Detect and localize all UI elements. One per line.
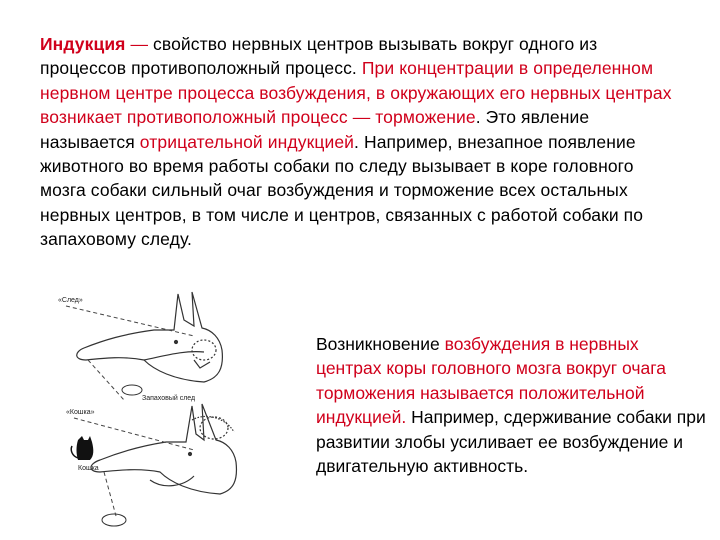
label-trail-top: «След» [58, 297, 83, 304]
paragraph-negative-induction [40, 32, 680, 252]
phenomenon-text: . Это явление называется [40, 107, 590, 152]
inhibition-word: торможение [375, 107, 476, 128]
footprints-bottom [102, 514, 126, 526]
dash: — [125, 34, 154, 54]
term-induction: Индукция [40, 34, 126, 54]
example-text: . Например, внезапное появление животного во время работы собаки по следу вызывает в коре головного мозга собаки сильный очаг возбуждения и торможение всех остальных нервных центров, в том числе и центров, связанных с работой собаки по запаховому следу. [40, 131, 644, 250]
caption-trail-top: Запаховый след [142, 395, 196, 402]
cat-icon [71, 436, 93, 460]
dog-head-top [77, 292, 223, 382]
dog-head-bottom [91, 404, 236, 494]
positive-definition: возбуждения в нервных центрах коры головного мозга вокруг очага торможения называется положительной индукцией. [316, 334, 666, 428]
label-cat-bottom: «Кошка» [66, 409, 95, 416]
negative-induction-term: отрицательной индукцией [139, 131, 355, 152]
concentration-text: При концентрации в определенном нервном центре процесса возбуждения, в окружающих его нервных центрах возникает противоположный процесс — [40, 58, 672, 128]
paragraph-positive-induction [316, 332, 706, 478]
positive-start: Возникновение [316, 334, 445, 354]
footprints-top [122, 385, 142, 395]
definition-text: свойство нервных центров вызывать вокруг одного из процессов противоположный процесс. [40, 34, 598, 79]
caption-cat: Кошка [78, 465, 99, 472]
positive-example: Например, сдерживание собаки при развитии злобы усиливает ее возбуждение и двигательную активность. [316, 407, 706, 477]
dog-brain-illustration [44, 290, 294, 530]
